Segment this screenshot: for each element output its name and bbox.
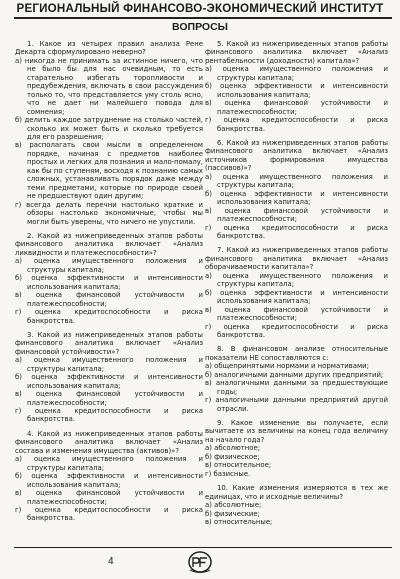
- answer-option: а) абсолютное;: [205, 444, 261, 453]
- answer-option: б) делить каждое затруднение на столько частей, сколько их может быть и сколько требуется для его разрешения;: [15, 116, 203, 141]
- question: [15, 40, 203, 226]
- answer-option: а) оценка имущественного положения и структуры капитала;: [205, 172, 388, 190]
- answer-option: а) абсолютные;: [205, 501, 262, 510]
- question-text: 10. Какие изменения измеряются в тех же единицах, что и исходные величины?: [205, 484, 388, 501]
- question-text: 1. Какое из четырех правил анализа Рене Декарта сформулировано неверно?: [15, 40, 203, 57]
- question-text: 2. Какой из нижеприведенных этапов работы финансового аналитика включает «Анализ ликвидности и платежеспособности»?: [15, 231, 203, 257]
- question-text: 5. Какой из нижеприведенных этапов работы финансового аналитика включает «Анализ рентабельности (доходности) капитала»?: [205, 40, 388, 65]
- answer-option: б) оценка эффективности и интенсивности использования капитала;: [15, 472, 203, 489]
- question-text: 6. Какой из нижеприведенных этапов работы финансового аналитика включает «Анализ источников формирования имущества (пассивов)»?: [205, 138, 388, 173]
- answer-option: г) всегда делать перечни настолько краткие и обзоры настолько экономичные, чтобы мы могли быть уверены, что ничего не упустили.: [15, 200, 203, 226]
- question-text: 3. Какой из нижеприведенных этапов работы финансового аналитика включает «Анализ финансовой устойчивости»?: [15, 330, 203, 356]
- answer-option: а) никогда не принимать за истинное ничего, что не было бы для нас очевидным, то есть старательно избегать торопливости и предубеждения, включать в свои рассуждения только то, что представляется уму столь ясно, что не дает ни малейшего повода для сомнения;: [15, 56, 203, 116]
- header-rule: [14, 17, 392, 19]
- answer-option: б) физическое;: [205, 452, 260, 461]
- answer-option: б) оценка эффективности и интенсивности использования капитала;: [15, 274, 203, 291]
- answer-option: а) оценка имущественного положения и структуры капитала;: [15, 356, 203, 373]
- answer-option: в) аналогичными данными за предшествующие годы;: [205, 379, 388, 396]
- answer-option: б) оценка эффективности и интенсивности использования капитала;: [205, 288, 388, 306]
- question: [205, 345, 388, 413]
- question-text: 9. Какое изменение вы получаете, если вычитаете из величины на конец года величину на начало года?: [205, 419, 388, 444]
- answer-option: г) оценка кредитоспособности и риска банкротства.: [205, 322, 388, 339]
- right-column: [205, 40, 388, 532]
- answer-option: г) оценка кредитоспособности и риска банкротства.: [205, 223, 388, 240]
- question: [15, 232, 203, 325]
- answer-option: г) базисные.: [205, 469, 251, 478]
- question: [205, 139, 388, 240]
- question: [205, 40, 388, 133]
- answer-option: а) оценка имущественного положения и структуры капитала;: [205, 65, 388, 82]
- question: [205, 419, 388, 478]
- answer-option: а) оценка имущественного положения и структуры капитала;: [15, 455, 203, 472]
- answer-option: г) аналогичными данными предприятий другой отрасли.: [205, 396, 388, 413]
- answer-option: а) общепринятыми нормами и нормативами;: [205, 362, 369, 371]
- question: [15, 430, 203, 523]
- answer-option: в) относительное;: [205, 461, 272, 470]
- answer-option: в) относительные;: [205, 518, 273, 527]
- answer-option: г) оценка кредитоспособности и риска банкротства.: [15, 308, 203, 325]
- answer-option: г) оценка кредитоспособности и риска банкротства.: [205, 116, 388, 133]
- question-text: 8. В финансовом анализе относительные показатели НЕ сопоставляются с:: [205, 345, 388, 362]
- question: [205, 484, 388, 526]
- answer-option: г) оценка кредитоспособности и риска банкротства.: [15, 407, 203, 424]
- answer-option: г) оценка кредитоспособности и риска банкротства.: [15, 506, 203, 523]
- question-text: 7. Какой из нижеприведенных этапов работы финансового аналитика включает «Анализ оборачиваемости капитала»?: [205, 246, 388, 272]
- answer-option: в) оценка финансовой устойчивости и платежеспособности;: [205, 206, 388, 224]
- footer-rule: [14, 547, 392, 548]
- answer-option: в) оценка финансовой устойчивости и платежеспособности;: [15, 489, 203, 506]
- answer-option: б) аналогичными данными других предприятий;: [205, 370, 384, 379]
- question-text: 4. Какой из нижеприведенных этапов работы финансового аналитика включает «Анализ состава и изменения имущества (активов)»?: [15, 429, 203, 455]
- answer-option: а) оценка имущественного положения и структуры капитала;: [15, 257, 203, 274]
- answer-option: б) оценка эффективности и интенсивности использования капитала;: [205, 82, 388, 99]
- question: [205, 246, 388, 339]
- answer-option: в) оценка финансовой устойчивости и платежеспособности;: [15, 390, 203, 407]
- institute-logo-icon: [187, 550, 213, 574]
- section-title: ВОПРОСЫ: [172, 21, 228, 33]
- question: [15, 331, 203, 424]
- answer-option: в) располагать свои мысли в определенном порядке, начиная с предметов наиболее простых и легких для познания и мало-помалу, как бы по ступеням, восходя к познанию самых сложных, устанавливать порядок даже между теми предметами, которые по природе своей не предшествуют один другим;: [15, 141, 203, 201]
- left-column: [15, 40, 203, 529]
- answer-option: б) оценка эффективности и интенсивности использования капитала;: [15, 373, 203, 390]
- answer-option: в) оценка финансовой устойчивости и платежеспособности;: [15, 291, 203, 308]
- answer-option: в) оценка финансовой устойчивости и платежеспособности;: [205, 99, 388, 116]
- answer-option: б) оценка эффективности и интенсивности использования капитала;: [205, 189, 388, 207]
- answer-option: а) оценка имущественного положения и структуры капитала;: [205, 271, 388, 289]
- page-number: 4: [108, 556, 114, 567]
- answer-option: в) оценка финансовой устойчивости и платежеспособности;: [205, 305, 388, 323]
- institute-header: РЕГИОНАЛЬНЫЙ ФИНАНСОВО-ЭКОНОМИЧЕСКИЙ ИНСТИТУТ: [16, 2, 384, 15]
- answer-option: б) физические;: [205, 509, 260, 518]
